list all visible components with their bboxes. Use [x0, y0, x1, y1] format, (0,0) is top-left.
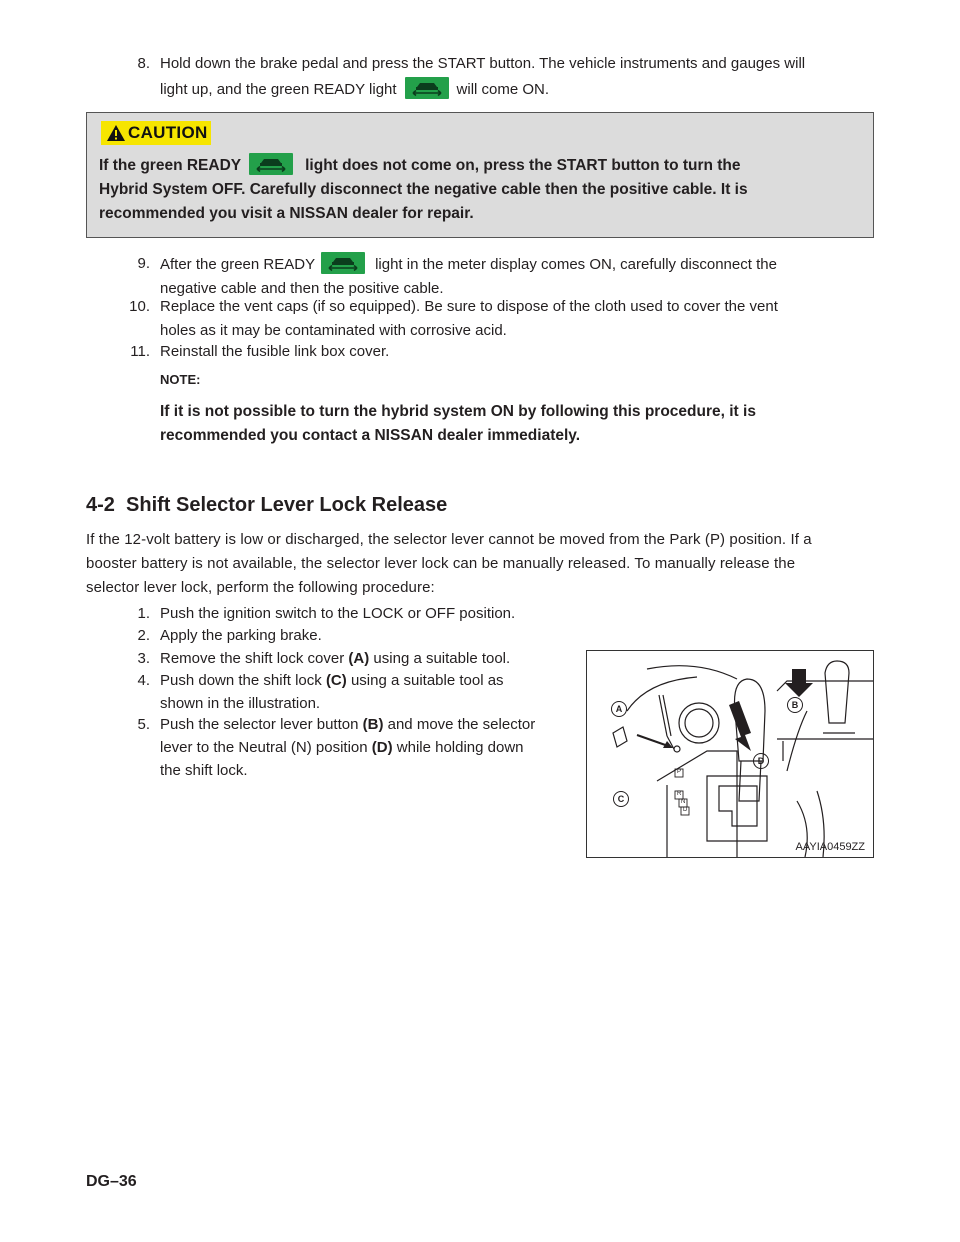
step-text-part: lever to the Neutral (N) position [160, 739, 368, 756]
step-text [160, 77, 549, 102]
note-label: NOTE: [160, 372, 201, 387]
step-text-part: light up, and the green READY light [160, 81, 397, 98]
down-arrow-icon [785, 669, 813, 697]
caution-text [99, 153, 839, 226]
caution-line: Hybrid System OFF. Carefully disconnect the negative cable then the positive cable. It is [99, 181, 748, 198]
ready-light-icon [321, 252, 365, 274]
intro-paragraph [86, 528, 812, 600]
caution-label: CAUTION [128, 123, 208, 142]
step-text [160, 736, 524, 760]
step-number: 11. [130, 343, 150, 360]
callout-ref-b: (B) [362, 716, 384, 733]
step-text-part: using a suitable tool as [350, 672, 504, 689]
step-text-part: and move the selector [387, 716, 536, 733]
note-text [160, 400, 756, 448]
step-number: 9. [137, 255, 150, 272]
callout-d: D [753, 753, 769, 769]
note-line: If it is not possible to turn the hybrid system ON by following this procedure, it is [160, 403, 756, 420]
gate-label-r: R [677, 791, 682, 797]
step-text [160, 713, 535, 737]
step-number: 3. [137, 650, 150, 667]
intro-line: selector lever lock, perform the following procedure: [86, 579, 435, 596]
gate-label-n: N [681, 799, 686, 805]
callout-b: B [787, 697, 803, 713]
callout-c: C [613, 791, 629, 807]
step-text: Apply the parking brake. [160, 627, 322, 644]
step-text: the shift lock. [160, 762, 248, 779]
page-number: DG–36 [86, 1173, 137, 1190]
shift-console-drawing [587, 651, 873, 857]
caution-badge [101, 121, 211, 145]
caution-box [86, 112, 874, 238]
step-text-part: After the green READY [160, 256, 316, 273]
step-text-part: Push down the shift lock [160, 672, 322, 689]
step-number: 5. [137, 716, 150, 733]
step-number: 8. [137, 55, 150, 72]
step-text-part: Push the selector lever button [160, 716, 359, 733]
step-text [160, 647, 510, 671]
caution-line [99, 153, 839, 178]
shift-lock-illustration [586, 650, 874, 858]
step-number: 4. [137, 672, 150, 689]
section-heading: 4-2 Shift Selector Lever Lock Release [86, 494, 448, 516]
step-text: Replace the vent caps (if so equipped). Be sure to dispose of the cloth used to cover the vent [160, 298, 778, 315]
intro-line: If the 12-volt battery is low or discharged, the selector lever cannot be moved from the Park (P) position. If a [86, 531, 812, 548]
callout-a: A [611, 701, 627, 717]
figure-caption: AAYIA0459ZZ [795, 841, 865, 853]
note-line: recommended you contact a NISSAN dealer immediately. [160, 427, 581, 444]
step-text: Push the ignition switch to the LOCK or OFF position. [160, 605, 516, 622]
step-text [160, 252, 777, 277]
step-text: Reinstall the fusible link box cover. [160, 343, 390, 360]
step-text-part: while holding down [396, 739, 524, 756]
step-text-part: will come ON. [456, 81, 550, 98]
step-text-part: Remove the shift lock cover [160, 650, 345, 667]
step-text: Hold down the brake pedal and press the START button. The vehicle instruments and gauges will [160, 55, 806, 72]
step-number: 1. [137, 605, 150, 622]
step-text [160, 669, 504, 693]
callout-ref-c: (C) [325, 672, 347, 689]
step-text-part: using a suitable tool. [373, 650, 511, 667]
warning-triangle-icon [106, 124, 126, 142]
step-text: shown in the illustration. [160, 695, 321, 712]
callout-ref-d: (D) [371, 739, 393, 756]
gate-label-p: P [677, 769, 682, 775]
step-text: holes as it may be contaminated with corrosive acid. [160, 322, 507, 339]
step-text-part: light in the meter display comes ON, carefully disconnect the [375, 256, 777, 273]
gate-label-d: D [683, 807, 688, 813]
ready-light-icon [249, 153, 293, 175]
step-number: 10. [129, 298, 150, 315]
caution-text-part: light does not come on, press the START button to turn the [305, 157, 741, 174]
intro-line: booster battery is not available, the selector lever lock can be manually released. To manually release the [86, 555, 796, 572]
ready-light-icon [405, 77, 449, 99]
caution-text-part: If the green READY [99, 157, 242, 174]
caution-line: recommended you visit a NISSAN dealer for repair. [99, 205, 474, 222]
step-text: negative cable and then the positive cable. [160, 280, 444, 297]
callout-ref-a: (A) [348, 650, 370, 667]
step-number: 2. [137, 627, 150, 644]
